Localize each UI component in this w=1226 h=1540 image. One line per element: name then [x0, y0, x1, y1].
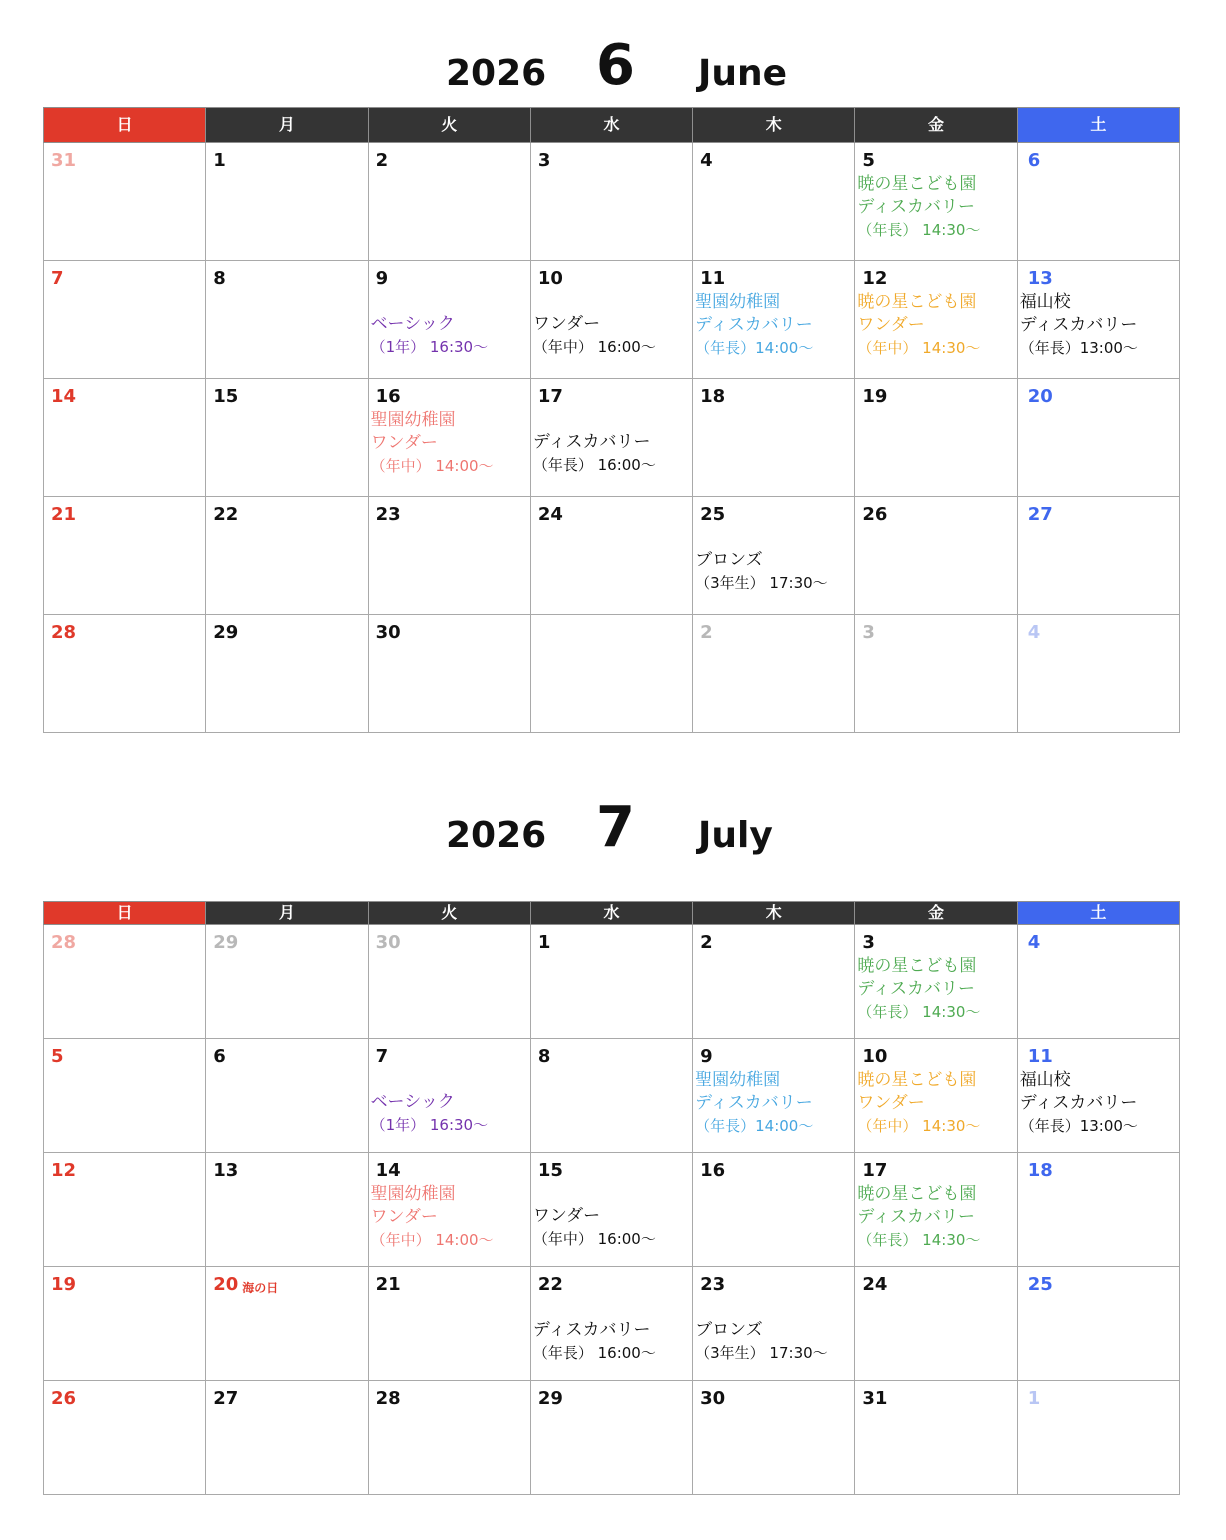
day-cell[interactable] [855, 497, 1017, 615]
event[interactable] [371, 1091, 489, 1137]
event-title-line: ディスカバリー [857, 1207, 976, 1227]
weekday-header: 月 [206, 902, 368, 925]
day-cell[interactable] [1017, 143, 1179, 261]
day-cell[interactable] [855, 925, 1017, 1039]
day-cell[interactable] [206, 143, 368, 261]
event-title-line: 暁の星こども園 [857, 1070, 977, 1090]
day-number: 21 [51, 504, 77, 525]
day-number: 25 [1027, 1274, 1053, 1295]
day-cell[interactable] [44, 925, 206, 1039]
weekday-header: 月 [206, 108, 368, 143]
day-number: 26 [51, 1388, 77, 1409]
day-number: 22 [213, 504, 239, 525]
weekday-header: 火 [368, 902, 530, 925]
day-cell[interactable] [206, 1267, 368, 1381]
day-cell[interactable] [44, 497, 206, 615]
event[interactable] [857, 173, 980, 242]
event[interactable] [857, 1183, 980, 1252]
day-number: 10 [537, 268, 563, 289]
day-number: 4 [1027, 622, 1041, 643]
day-number: 11 [700, 268, 726, 289]
day-cell[interactable] [206, 261, 368, 379]
weekday-header: 日 [44, 902, 206, 925]
day-number: 25 [700, 504, 726, 525]
day-cell[interactable] [44, 1153, 206, 1267]
event-time: （年中） 16:00〜 [532, 1230, 656, 1248]
day-number: 28 [51, 622, 77, 643]
month-title [43, 33, 1180, 98]
day-number: 26 [862, 504, 888, 525]
event[interactable] [533, 313, 656, 359]
day-cell[interactable] [530, 379, 692, 497]
day-number: 16 [375, 386, 401, 407]
day-cell[interactable] [44, 1267, 206, 1381]
day-cell[interactable] [530, 1267, 692, 1381]
day-cell[interactable] [530, 925, 692, 1039]
day-number: 31 [51, 150, 77, 171]
event-time: （年長） 14:30〜 [857, 1003, 981, 1021]
calendar-july [43, 795, 1180, 1409]
weekday-header: 土 [1017, 108, 1179, 143]
weekday-header: 火 [368, 108, 530, 143]
day-cell[interactable] [693, 1267, 855, 1381]
day-number: 19 [51, 1274, 77, 1295]
day-number: 14 [51, 386, 77, 407]
day-cell[interactable] [368, 615, 530, 733]
day-cell[interactable] [368, 1153, 530, 1267]
day-cell[interactable] [693, 1153, 855, 1267]
title-month-name: July [698, 815, 773, 856]
day-number: 1 [213, 150, 226, 171]
event-title-line: 暁の星こども園 [857, 174, 977, 194]
day-cell[interactable] [44, 379, 206, 497]
event-time: （年中） 14:00〜 [370, 457, 494, 475]
day-cell[interactable] [44, 143, 206, 261]
day-cell[interactable] [530, 143, 692, 261]
day-number: 30 [375, 622, 401, 643]
event-time: （3年生） 17:30〜 [695, 1344, 828, 1362]
day-cell[interactable] [693, 497, 855, 615]
event-title-line: ブロンズ [695, 1320, 763, 1340]
day-cell[interactable] [693, 379, 855, 497]
weekday-header-row [44, 108, 1180, 143]
day-number: 29 [213, 622, 239, 643]
event-title-line: 暁の星こども園 [857, 292, 977, 312]
day-number: 28 [51, 932, 77, 953]
day-number: 13 [213, 1160, 239, 1181]
event-time: （3年生） 17:30〜 [695, 574, 828, 592]
day-number: 20 [1027, 386, 1053, 407]
day-number: 6 [1027, 150, 1041, 171]
day-cell[interactable] [368, 143, 530, 261]
day-cell[interactable] [1017, 261, 1179, 379]
day-cell[interactable] [530, 1381, 692, 1495]
day-number: 15 [537, 1160, 563, 1181]
day-cell[interactable] [44, 261, 206, 379]
event-title-line: ディスカバリー [857, 979, 976, 999]
day-number: 9 [700, 1046, 713, 1067]
day-cell[interactable] [368, 261, 530, 379]
day-number: 6 [213, 1046, 226, 1067]
day-cell[interactable] [855, 379, 1017, 497]
event-time: （年長）14:00〜 [695, 339, 814, 357]
day-number: 18 [700, 386, 726, 407]
event[interactable] [695, 1319, 828, 1365]
day-cell[interactable] [44, 615, 206, 733]
day-cell[interactable] [693, 615, 855, 733]
event-title-line: ディスカバリー [695, 315, 813, 335]
event[interactable] [857, 1069, 980, 1138]
title-month-number: 6 [596, 33, 635, 98]
event[interactable] [533, 431, 656, 477]
event[interactable] [857, 291, 980, 360]
day-number: 1 [537, 932, 551, 953]
day-cell[interactable] [693, 1039, 855, 1153]
day-cell[interactable] [530, 1039, 692, 1153]
day-cell[interactable] [693, 1381, 855, 1495]
event-title-line: 聖園幼稚園 [695, 1070, 781, 1090]
event-time: （年長）13:00〜 [1019, 339, 1138, 357]
day-cell[interactable] [368, 1267, 530, 1381]
day-number: 1 [1027, 1388, 1041, 1409]
event-time: （年長）14:00〜 [695, 1117, 814, 1135]
day-number: 8 [213, 268, 226, 289]
day-number: 27 [1027, 504, 1053, 525]
event-title-line: ワンダー [857, 315, 925, 335]
week-row [44, 497, 1180, 615]
day-number: 29 [537, 1388, 563, 1409]
weekday-header: 日 [44, 108, 206, 143]
event[interactable] [1020, 1069, 1138, 1138]
day-cell[interactable] [855, 1267, 1017, 1381]
weekday-header: 木 [693, 902, 855, 925]
week-row [44, 615, 1180, 733]
title-month-name: June [698, 53, 788, 94]
day-number: 24 [862, 1274, 888, 1295]
event-title-line: 聖園幼稚園 [695, 292, 781, 312]
day-number: 2 [700, 622, 713, 643]
event-time: （1年） 16:30〜 [370, 1116, 489, 1134]
day-cell[interactable] [530, 497, 692, 615]
day-number: 31 [862, 1388, 888, 1409]
day-cell[interactable] [368, 925, 530, 1039]
week-row [44, 261, 1180, 379]
event-time: （年中） 14:30〜 [857, 1117, 981, 1135]
day-cell[interactable] [855, 1153, 1017, 1267]
weekday-header: 土 [1017, 902, 1179, 925]
day-cell[interactable] [206, 615, 368, 733]
day-number: 10 [862, 1046, 888, 1067]
event[interactable] [695, 1069, 813, 1138]
day-number: 11 [1027, 1046, 1053, 1067]
day-number: 2 [375, 150, 389, 171]
event-title-line: ワンダー [532, 1206, 601, 1226]
day-number: 5 [51, 1046, 64, 1067]
event-title-line: ディスカバリー [695, 1093, 813, 1113]
day-cell[interactable] [206, 497, 368, 615]
day-cell[interactable] [206, 1153, 368, 1267]
event-title-line: 暁の星こども園 [857, 956, 977, 976]
week-row [44, 1039, 1180, 1153]
week-row [44, 1267, 1180, 1381]
event-time: （年中） 14:30〜 [857, 339, 981, 357]
holiday-label: 海の日 [242, 1281, 279, 1295]
calendar-grid [43, 107, 1180, 733]
day-cell[interactable] [855, 615, 1017, 733]
day-cell[interactable] [693, 261, 855, 379]
event-title-line: ディスカバリー [1019, 1093, 1138, 1113]
event[interactable] [371, 409, 494, 478]
day-number: 28 [375, 1388, 401, 1409]
day-number: 5 [862, 150, 875, 171]
event-title-line: ワンダー [370, 433, 438, 453]
weekday-header: 金 [855, 108, 1017, 143]
day-cell[interactable] [1017, 925, 1179, 1039]
weekday-header: 水 [530, 902, 692, 925]
day-cell[interactable] [1017, 615, 1179, 733]
title-year: 2026 [446, 53, 547, 94]
weekday-header: 金 [855, 902, 1017, 925]
day-cell[interactable] [530, 1153, 692, 1267]
event-time: （年長） 16:00〜 [532, 1344, 656, 1362]
title-year: 2026 [446, 815, 547, 856]
day-number: 2 [700, 932, 713, 953]
day-cell[interactable] [693, 143, 855, 261]
event-time: （年中） 16:00〜 [532, 338, 656, 356]
week-row [44, 1381, 1180, 1495]
event-title-line: ブロンズ [695, 550, 763, 570]
day-number: 8 [537, 1046, 551, 1067]
day-number: 16 [700, 1160, 726, 1181]
event-title-line: ディスカバリー [1019, 315, 1138, 335]
day-cell[interactable] [44, 1381, 206, 1495]
event-title-line: 聖園幼稚園 [370, 1184, 456, 1204]
day-cell[interactable] [368, 1039, 530, 1153]
day-number: 9 [375, 268, 389, 289]
event-title-line: 暁の星こども園 [857, 1184, 977, 1204]
day-cell[interactable] [1017, 497, 1179, 615]
day-cell[interactable] [368, 379, 530, 497]
event[interactable] [1020, 291, 1138, 360]
week-row [44, 925, 1180, 1039]
day-cell[interactable] [693, 925, 855, 1039]
week-row [44, 379, 1180, 497]
day-number: 19 [862, 386, 888, 407]
calendar-june [43, 33, 1180, 643]
day-cell[interactable] [44, 1039, 206, 1153]
day-number: 7 [51, 268, 64, 289]
event[interactable] [533, 1205, 656, 1251]
day-number: 4 [1027, 932, 1041, 953]
weekday-header-row [44, 902, 1180, 925]
month-title [43, 795, 1180, 860]
day-cell[interactable] [855, 143, 1017, 261]
day-cell[interactable] [1017, 1153, 1179, 1267]
event-time: （年長）13:00〜 [1019, 1117, 1138, 1135]
event[interactable] [371, 1183, 494, 1252]
day-number: 23 [375, 504, 401, 525]
day-number: 18 [1027, 1160, 1053, 1181]
day-number: 12 [51, 1160, 77, 1181]
day-number: 29 [213, 932, 239, 953]
day-cell[interactable] [855, 1039, 1017, 1153]
day-cell[interactable] [530, 615, 692, 733]
day-number: 7 [375, 1046, 389, 1067]
event[interactable] [533, 1319, 656, 1365]
day-number: 21 [375, 1274, 401, 1295]
day-number: 3 [862, 622, 875, 643]
event-title-line: 福山校 [1019, 1070, 1071, 1090]
day-number: 20 [213, 1274, 239, 1295]
day-number: 3 [862, 932, 875, 953]
event-title-line: ワンダー [532, 314, 601, 334]
event[interactable] [695, 549, 828, 595]
day-number: 12 [862, 268, 888, 289]
day-number: 4 [700, 150, 713, 171]
event-title-line: ベーシック [370, 314, 455, 334]
event[interactable] [857, 955, 980, 1024]
calendar-grid [43, 901, 1180, 1495]
day-number: 17 [537, 386, 563, 407]
day-number: 22 [537, 1274, 563, 1295]
day-number: 15 [213, 386, 239, 407]
event-title-line: ベーシック [370, 1092, 455, 1112]
day-cell[interactable] [1017, 379, 1179, 497]
day-cell[interactable] [368, 1381, 530, 1495]
event[interactable] [371, 313, 489, 359]
day-number: 24 [537, 504, 563, 525]
event-title-line: 聖園幼稚園 [370, 410, 456, 430]
event-time: （年長） 14:30〜 [857, 221, 981, 239]
day-number: 30 [700, 1388, 726, 1409]
day-cell[interactable] [1017, 1267, 1179, 1381]
event-title-line: ワンダー [370, 1207, 438, 1227]
day-cell[interactable] [206, 1381, 368, 1495]
day-cell[interactable] [1017, 1039, 1179, 1153]
event-title-line: ディスカバリー [857, 197, 976, 217]
week-row [44, 143, 1180, 261]
day-cell[interactable] [206, 1039, 368, 1153]
event-title-line: ディスカバリー [532, 1320, 651, 1340]
day-cell[interactable] [855, 1381, 1017, 1495]
day-number: 17 [862, 1160, 888, 1181]
title-month-number: 7 [596, 795, 635, 860]
event-time: （年長） 14:30〜 [857, 1231, 981, 1249]
day-cell[interactable] [206, 925, 368, 1039]
day-cell[interactable] [206, 379, 368, 497]
day-cell[interactable] [855, 261, 1017, 379]
day-cell[interactable] [530, 261, 692, 379]
event-time: （年長） 16:00〜 [532, 456, 656, 474]
event-title-line: ワンダー [857, 1093, 925, 1113]
event-time: （1年） 16:30〜 [370, 338, 489, 356]
event[interactable] [695, 291, 813, 360]
day-number: 23 [700, 1274, 726, 1295]
day-cell[interactable] [1017, 1381, 1179, 1495]
weekday-header: 木 [693, 108, 855, 143]
day-number: 3 [537, 150, 551, 171]
event-time: （年中） 14:00〜 [370, 1231, 494, 1249]
weekday-header: 水 [530, 108, 692, 143]
day-number: 14 [375, 1160, 401, 1181]
event-title-line: ディスカバリー [532, 432, 651, 452]
week-row [44, 1153, 1180, 1267]
day-cell[interactable] [368, 497, 530, 615]
day-number: 30 [375, 932, 401, 953]
day-number: 27 [213, 1388, 239, 1409]
day-number: 13 [1027, 268, 1053, 289]
event-title-line: 福山校 [1019, 292, 1071, 312]
